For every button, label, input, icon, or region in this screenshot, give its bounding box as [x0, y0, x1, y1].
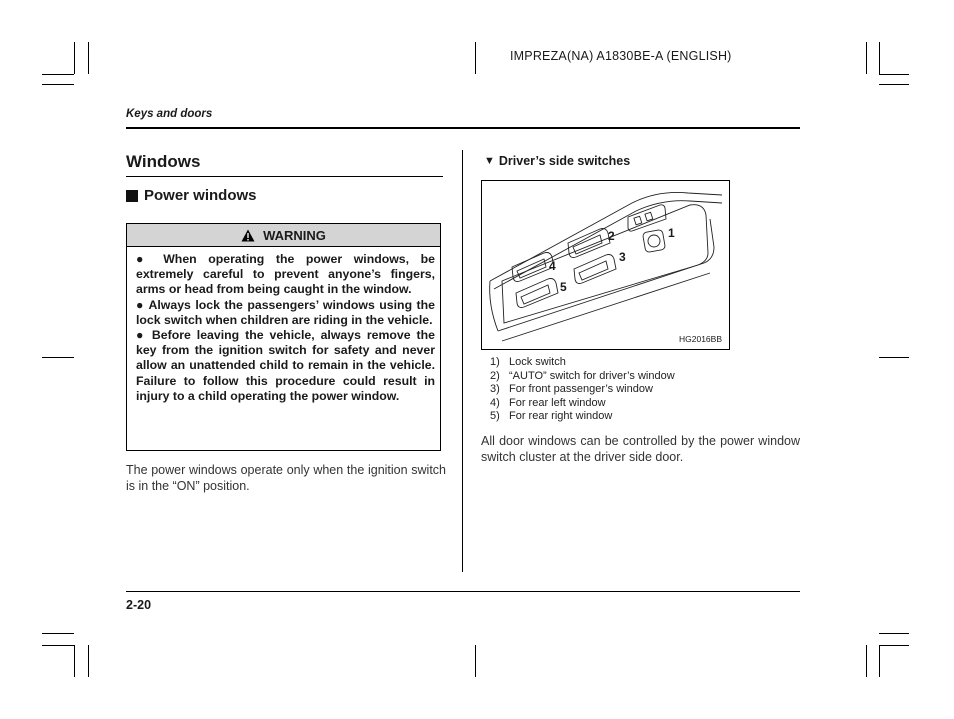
- callout-label: 2: [608, 229, 615, 243]
- legend-text: For rear left window: [509, 396, 606, 409]
- crop-mark: [879, 74, 909, 75]
- section-title: Keys and doors: [126, 108, 213, 120]
- crop-mark: [475, 42, 476, 74]
- warning-title: WARNING: [263, 227, 326, 243]
- page-heading: Windows: [126, 152, 201, 171]
- crop-mark: [88, 42, 89, 74]
- crop-mark: [74, 645, 75, 677]
- crop-mark: [42, 74, 74, 75]
- callout-label: 4: [549, 259, 556, 273]
- subheading: [126, 187, 257, 204]
- crop-mark: [475, 645, 476, 677]
- crop-mark: [879, 645, 880, 677]
- legend-item: [490, 410, 675, 424]
- warning-item: ● When operating the power windows, be extremely careful to prevent anyone’s fingers, arms or head from being caught in the window.: [136, 252, 435, 297]
- crop-mark: [88, 645, 89, 677]
- down-triangle-icon: ▼: [484, 155, 495, 167]
- legend-number: 3): [490, 383, 500, 396]
- crop-mark: [42, 84, 74, 85]
- legend-item: [490, 383, 675, 397]
- crop-mark: [879, 84, 909, 85]
- figure-code: HG2016BB: [679, 334, 722, 344]
- body-paragraph: All door windows can be controlled by the power window switch cluster at the driver side door.: [481, 434, 800, 464]
- legend-item: [490, 356, 675, 370]
- crop-mark: [42, 645, 74, 646]
- crop-mark: [74, 42, 75, 74]
- callout-label: 1: [668, 226, 675, 240]
- legend-text: “AUTO” switch for driver’s window: [509, 369, 675, 382]
- crop-mark: [879, 645, 909, 646]
- intro-paragraph: The power windows operate only when the ignition switch is in the “ON” position.: [126, 463, 446, 493]
- warning-item: ● Always lock the passengers’ windows using the lock switch when children are riding in the vehicle.: [136, 297, 435, 327]
- legend-item: [490, 370, 675, 384]
- legend-text: Lock switch: [509, 356, 566, 368]
- crop-mark: [879, 42, 880, 74]
- switch-panel-drawing: [482, 181, 729, 349]
- legend-number: 4): [490, 396, 500, 409]
- legend-number: 2): [490, 369, 500, 382]
- warning-item: ● Before leaving the vehicle, always remove the key from the ignition switch for safety and never allow an unattended child to remain in the vehicle. Failure to follow this procedure could result in injury to a child operating the power window.: [136, 328, 435, 403]
- crop-mark: [42, 633, 74, 634]
- figure-caption: [484, 154, 630, 168]
- legend-text: For front passenger’s window: [509, 383, 653, 396]
- subheading-text: Power windows: [144, 187, 257, 204]
- warning-box: [126, 223, 441, 451]
- document-code: IMPREZA(NA) A1830BE-A (ENGLISH): [510, 49, 732, 63]
- crop-mark: [866, 645, 867, 677]
- legend-text: For rear right window: [509, 410, 613, 423]
- column-divider: [462, 150, 463, 572]
- crop-mark: [879, 357, 909, 358]
- callout-label: 3: [619, 250, 626, 264]
- crop-mark: [879, 633, 909, 634]
- warning-triangle-icon: [241, 229, 255, 242]
- header-rule: [126, 127, 800, 129]
- legend-item: [490, 397, 675, 411]
- switch-illustration: [481, 180, 730, 350]
- footer-rule: [126, 591, 800, 592]
- callout-label: 5: [560, 280, 567, 294]
- page-number: 2-20: [126, 598, 152, 612]
- crop-mark: [42, 357, 74, 358]
- warning-header: [127, 224, 440, 247]
- legend-number: 1): [490, 356, 500, 368]
- figure-legend: [490, 356, 675, 424]
- figure-caption-text: Driver’s side switches: [498, 154, 631, 168]
- heading-rule: [126, 176, 443, 177]
- crop-mark: [866, 42, 867, 74]
- warning-body: [127, 247, 440, 404]
- square-bullet-icon: [126, 190, 138, 202]
- legend-number: 5): [490, 410, 500, 423]
